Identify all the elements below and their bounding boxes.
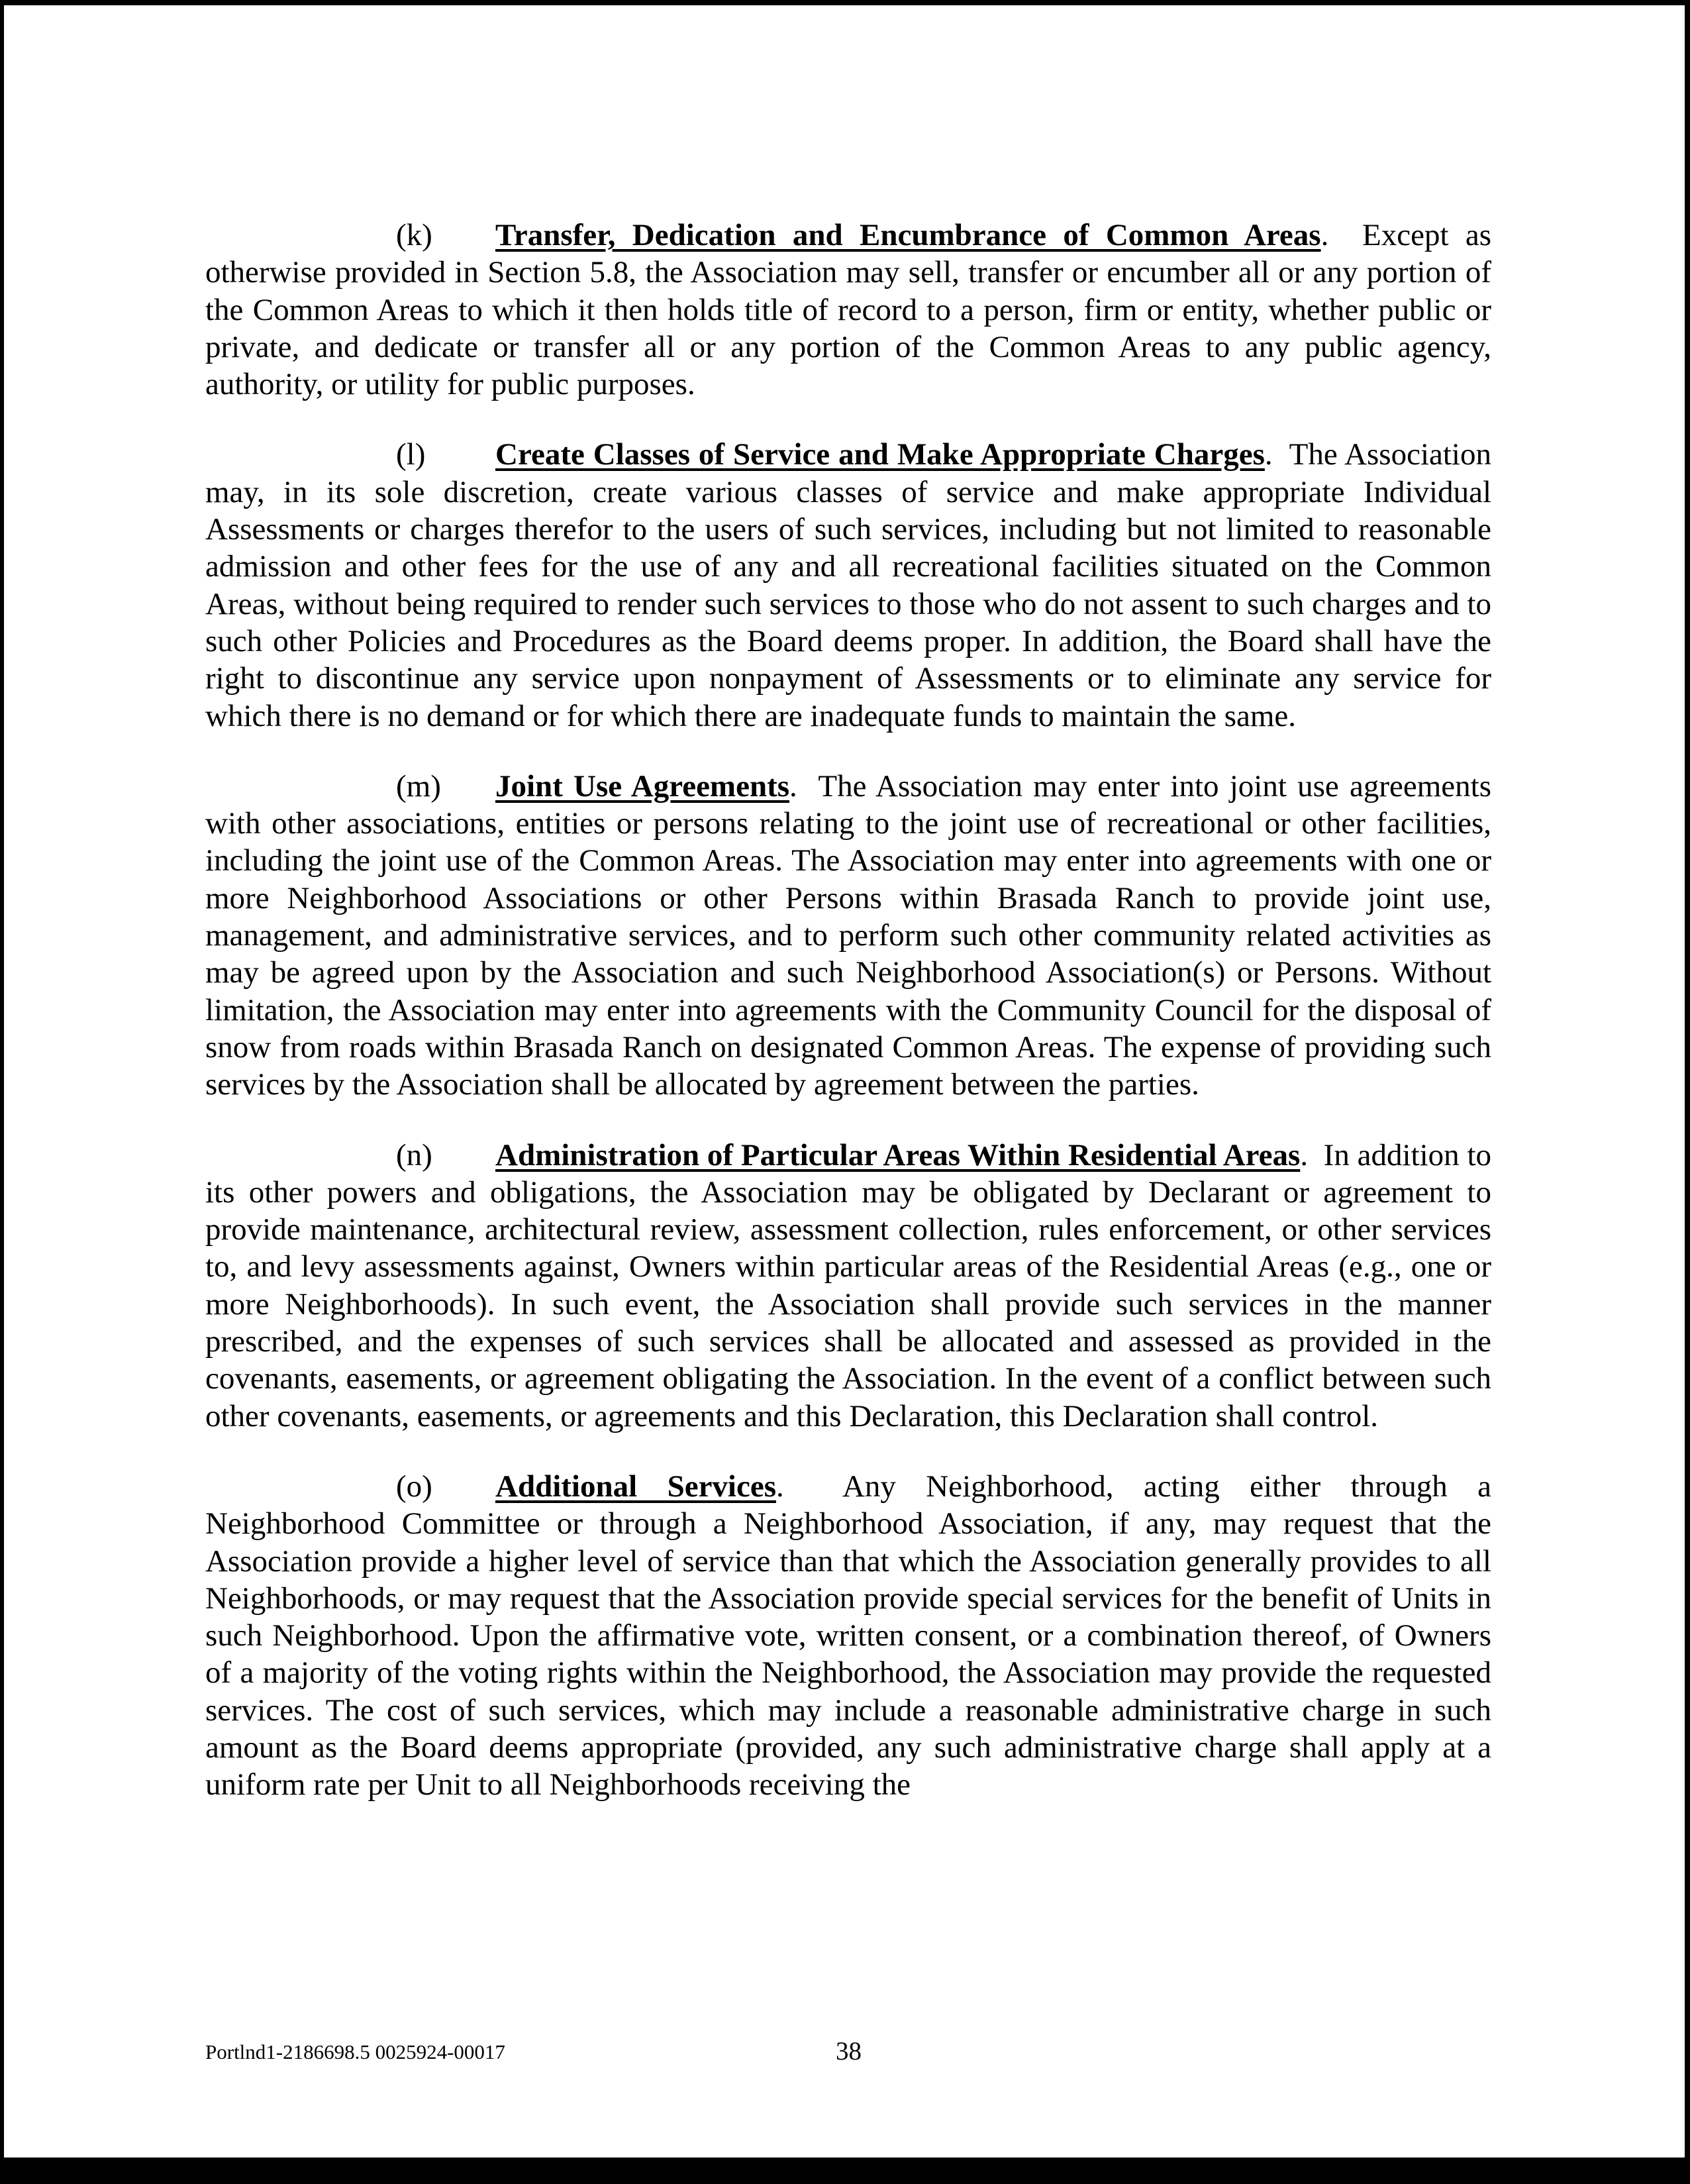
paragraph-m: (m) Joint Use Agreements. The Association may enter into joint use agreements with other associations, entities or persons relating to the joint use of recreational or other facilities, including the joint use of the Common Areas. The Association may enter into agreements with one or more Neighborhood Associations or other Persons within Brasada Ranch to provide joint use, management, and administrative services, and to perform such other community related activities as may be agreed upon by the Association and such Neighborhood Association(s) or Persons. Without limitation, the Association may enter into agreements with the Community Council for the disposal of snow from roads within Brasada Ranch on designated Common Areas. The expense of providing such services by the Association shall be allocated by agreement between the parties. (205, 768, 1491, 1102)
paragraph-heading: Create Classes of Service and Make Appropriate Charges (495, 437, 1265, 472)
scan-edge-left (0, 0, 4, 2184)
paragraph-k: (k) Transfer, Dedication and Encumbrance of Common Areas. Except as otherwise provided in Section 5.8, the Association may sell, transfer or encumber all or any portion of the Common Areas to which it then holds title of record to a person, firm or entity, whether public or private, and dedicate or transfer all or any portion of the Common Areas to any public agency, authority, or utility for public purposes. (205, 218, 1492, 402)
paragraph-marker: (m) (396, 768, 441, 804)
paragraph-heading: Joint Use Agreements (495, 768, 790, 804)
paragraph-text: Except as otherwise provided in Section 5.8, the Association may sell, transfer or encumber all or any portion of the Common Areas to which it then holds title of record to a person, firm or entity, whether public or private, and dedicate or transfer all or any portion of the Common Areas to any public agency, authority, or utility for public purposes. (205, 218, 1492, 402)
paragraph-marker: (o) (396, 1469, 432, 1504)
paragraph-text: In addition to its other powers and obligations, the Association may be obligated by Declarant or agreement to provide maintenance, architectural review, assessment collection, rules enforcement, or other services to, and levy assessments against, Owners within particular areas of the Residential Areas (e.g., one or more Neighborhoods). In such event, the Association shall provide such services in the manner prescribed, and the expenses of such services shall be allocated and assessed as provided in the covenants, easements, or agreement obligating the Association. In the event of a conflict between such other covenants, easements, or agreements and this Declaration, this Declaration shall control. (205, 1137, 1492, 1433)
paragraph-marker: (k) (396, 218, 432, 252)
paragraph-l: (l) Create Classes of Service and Make Appropriate Charges. The Association may, in its sole discretion, create various classes of service and make appropriate Individual Assessments or charges therefor to the users of such services, including but not limited to reasonable admission and other fees for the use of any and all recreational facilities situated on the Common Areas, without being required to render such services to those who do not assent to such charges and to such other Policies and Procedures as the Board deems proper. In addition, the Board shall have the right to discontinue any service upon nonpayment of Assessments or to eliminate any service for which there is no demand or for which there are inadequate funds to maintain the same. (205, 437, 1491, 733)
paragraph-text: The Association may, in its sole discretion, create various classes of service and make appropriate Individual Assessments or charges therefor to the users of such services, including but not limited to reasonable admission and other fees for the use of any and all recreational facilities situated on the Common Areas, without being required to render such services to those who do not assent to such charges and to such other Policies and Procedures as the Board deems proper. In addition, the Board shall have the right to discontinue any service upon nonpayment of Assessments or to eliminate any service for which there is no demand or for which there are inadequate funds to maintain the same. (205, 437, 1491, 733)
paragraph-n: (n) Administration of Particular Areas Within Residential Areas. In addition to its other powers and obligations, the Association may be obligated by Declarant or agreement to provide maintenance, architectural review, assessment collection, rules enforcement, or other services to, and levy assessments against, Owners within particular areas of the Residential Areas (e.g., one or more Neighborhoods). In such event, the Association shall provide such services in the manner prescribed, and the expenses of such services shall be allocated and assessed as provided in the covenants, easements, or agreement obligating the Association. In the event of a conflict between such other covenants, easements, or agreements and this Declaration, this Declaration shall control. (205, 1137, 1492, 1433)
paragraph-o: (o) Additional Services. Any Neighborhood, acting either through a Neighborhood Committee or through a Neighborhood Association, if any, may request that the Association provide a higher level of service than that which the Association generally provides to all Neighborhoods, or may request that the Association provide special services for the benefit of Units in such Neighborhood. Upon the affirmative vote, written consent, or a combination thereof, of Owners of a majority of the voting rights within the Neighborhood, the Association may provide the requested services. The cost of such services, which may include a reasonable administrative charge in such amount as the Board deems appropriate (provided, any such administrative charge shall apply at a uniform rate per Unit to all Neighborhoods receiving the (205, 1469, 1491, 1802)
footer-document-id: Portlnd1-2186698.5 0025924-00017 (205, 2040, 505, 2063)
page-number: 38 (836, 2037, 862, 2065)
paragraph-marker: (l) (396, 437, 426, 472)
document-body (205, 217, 1491, 1837)
paragraph-heading: Transfer, Dedication and Encumbrance of Common Areas (495, 218, 1321, 252)
paragraph-heading: Additional Services (495, 1469, 777, 1504)
paragraph-text: Any Neighborhood, acting either through a Neighborhood Committee or through a Neighborhood Association, if any, may request that the Association provide a higher level of service than that which the Association generally provides to all Neighborhoods, or may request that the Association provide special services for the benefit of Units in such Neighborhood. Upon the affirmative vote, written consent, or a combination thereof, of Owners of a majority of the voting rights within the Neighborhood, the Association may provide the requested services. The cost of such services, which may include a reasonable administrative charge in such amount as the Board deems appropriate (provided, any such administrative charge shall apply at a uniform rate per Unit to all Neighborhoods receiving the (205, 1469, 1491, 1802)
scan-edge-right (1685, 0, 1690, 2184)
paragraph-heading: Administration of Particular Areas Within Residential Areas (495, 1137, 1301, 1172)
paragraph-marker: (n) (396, 1137, 432, 1172)
scan-edge-bottom (0, 2158, 1690, 2184)
scan-edge-top (0, 0, 1690, 5)
paragraph-text: The Association may enter into joint use agreements with other associations, entities or persons relating to the joint use of recreational or other facilities, including the joint use of the Common Areas. The Association may enter into agreements with one or more Neighborhood Associations or other Persons within Brasada Ranch to provide joint use, management, and administrative services, and to perform such other community related activities as may be agreed upon by the Association and such Neighborhood Association(s) or Persons. Without limitation, the Association may enter into agreements with the Community Council for the disposal of snow from roads within Brasada Ranch on designated Common Areas. The expense of providing such services by the Association shall be allocated by agreement between the parties. (205, 768, 1491, 1102)
